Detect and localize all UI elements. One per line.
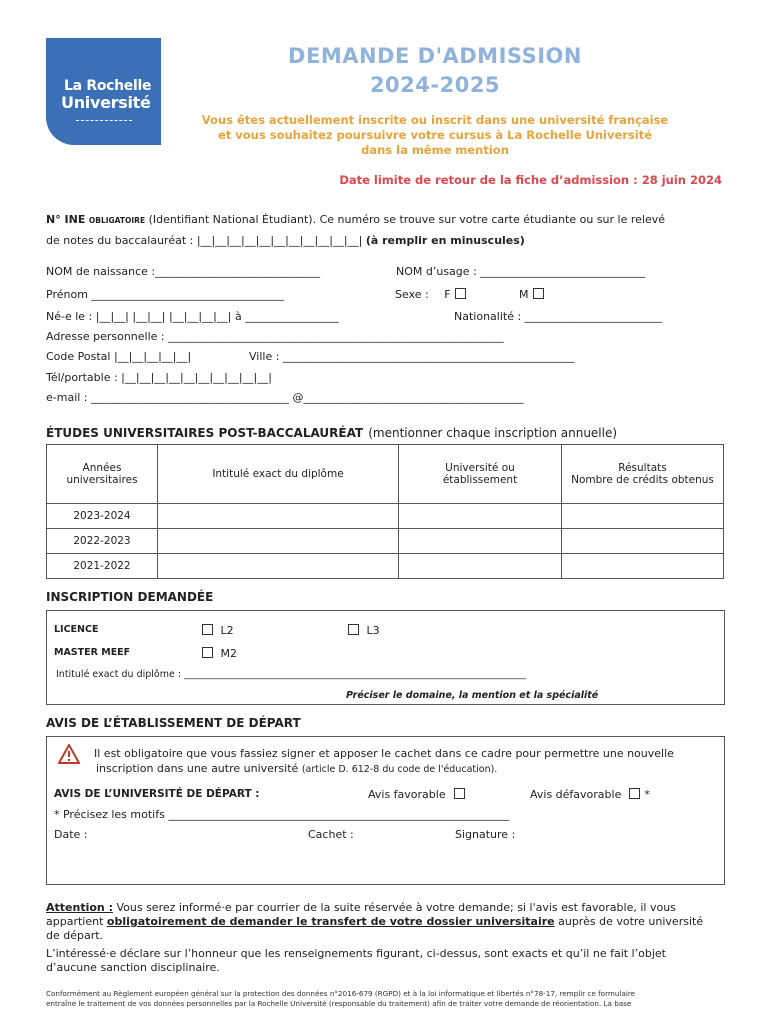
l2-label: L2 [220,624,234,637]
resultats-cell[interactable] [562,504,724,529]
defavorable-star: * [644,788,650,801]
subtitle-line3: dans la même mention [361,143,509,157]
licence-label: LICENCE [54,624,99,635]
m2-option[interactable] [198,647,237,660]
year-cell: 2022-2023 [47,529,158,554]
sexe-m-checkbox[interactable] [533,288,544,299]
intitule-cell[interactable] [158,554,399,579]
sexe-label: Sexe : [395,288,429,301]
ine-line2[interactable] [46,234,525,247]
table-row [47,554,724,579]
etudes-note: (mentionner chaque inscription annuelle) [368,426,618,440]
avis-title: AVIS DE L’ÉTABLISSEMENT DE DÉPART [46,716,301,730]
warning-article: (article D. 612-8 du code de l'éducation). [301,764,498,775]
cp-field[interactable]: Code Postal |__|__|__|__|__| [46,350,192,363]
col-intitule: Intitulé exact du diplôme [158,445,399,504]
favorable-label: Avis favorable [368,788,446,801]
l3-option[interactable] [344,624,380,637]
inscription-title: INSCRIPTION DEMANDÉE [46,590,214,604]
motifs-field[interactable]: * Précisez les motifs ______________________________________________________________ [54,808,510,821]
sexe-m-label: M [519,288,529,301]
l2-option[interactable] [198,624,234,637]
attention-line1 [46,901,676,914]
subtitle-line2: et vous souhaitez poursuivre votre cursus à La Rochelle Université [217,128,653,142]
m2-label: M2 [220,647,237,660]
master-label: MASTER MEEF [54,647,131,658]
adresse-field[interactable]: Adresse personnelle : _____________________________________________________________ [46,330,504,343]
sexe-f-checkbox[interactable] [455,288,466,299]
sexe-group [395,288,548,301]
univ-cell[interactable] [399,554,562,579]
l2-checkbox[interactable] [202,624,213,635]
univ-cell[interactable] [399,529,562,554]
attention-text2a: appartient [46,915,104,928]
table-row [47,529,724,554]
intitule-cell[interactable] [158,529,399,554]
year-cell: 2023-2024 [47,504,158,529]
cachet-label: Cachet : [308,828,354,841]
warning-line2 [96,762,497,775]
attention-label: Attention : [46,901,113,914]
naissance-field[interactable]: Né-e le : |__|__| |__|__| |__|__|__|__| à _________________ [46,310,339,323]
avis-univ-label: AVIS DE L’UNIVERSITÉ DE DÉPART : [54,788,260,800]
attention-emphasis: obligatoirement de demander le transfert de votre dossier universitaire [106,915,555,928]
warning-icon [58,744,80,764]
col-resultats-1: Résultats [618,462,667,474]
deadline: Date limite de retour de la fiche d’admission : 28 juin 2024 [339,173,722,187]
tel-field[interactable]: Tél/portable : |__|__|__|__|__|__|__|__|__|__| [46,371,272,384]
nom-field[interactable]: NOM de naissance :______________________________ [46,265,321,278]
defavorable-label: Avis défavorable [530,788,622,801]
page-title: DEMANDE D'ADMISSION [288,44,582,68]
favorable-checkbox[interactable] [454,788,465,799]
year-cell: 2021-2022 [47,554,158,579]
ine-label: N° INE [46,213,86,226]
table-row [47,504,724,529]
ine-note: (à remplir en minuscules) [365,234,525,247]
attention-text1: Vous serez informé·e par courrier de la suite réservée à votre demande; si l'avis est favorable, il vous [116,901,676,914]
ville-field[interactable]: Ville : _____________________________________________________ [249,350,575,363]
sexe-f-label: F [444,288,451,301]
univ-cell[interactable] [399,504,562,529]
intitule-diplome-field[interactable]: Intitulé exact du diplôme : ________________________________________________________________________ [56,669,527,680]
l3-label: L3 [366,624,380,637]
etudes-title-row [46,422,617,441]
date-label: Date : [54,828,88,841]
col-annees-1: Années [82,462,122,474]
m2-checkbox[interactable] [202,647,213,658]
nationalite-field[interactable]: Nationalité : _________________________ [454,310,663,323]
col-resultats-2: Nombre de crédits obtenus [571,474,714,486]
usage-field[interactable]: NOM d’usage : ______________________________ [396,265,646,278]
warning-text: inscription dans une autre université [96,762,299,775]
warning-line1: Il est obligatoire que vous fassiez signer et apposer le cachet dans ce cadre pour permettre une nouvelle [94,747,674,760]
avis-favorable-option[interactable] [368,788,469,801]
resultats-cell[interactable] [562,554,724,579]
attention-text2c: auprès de votre université [558,915,704,928]
rgpd-line2: entraîne le traitement de vos données personnelles par la Rochelle Université (responsable du traitement) afin de traiter votre demande de réorientation. La base [46,999,632,1008]
intitule-cell[interactable] [158,504,399,529]
rgpd-line1: Conformément au Règlement européen général sur la protection des données n°2016-679 (RGPD) et à la loi informatique et libertés n°78-17, remplir ce formulaire [46,989,636,998]
col-annees-2: universitaires [66,474,138,486]
preciser-note: Préciser le domaine, la mention et la spécialité [346,690,599,701]
logo-line1: La Rochelle [64,78,152,94]
etudes-title: ÉTUDES UNIVERSITAIRES POST-BACCALAURÉAT [46,426,364,440]
l3-checkbox[interactable] [348,624,359,635]
logo-bar [76,120,132,121]
ine-text1: (Identifiant National Étudiant). Ce numéro se trouve sur votre carte étudiante ou sur le relevé [148,213,666,226]
col-univ-1: Université ou [445,462,515,474]
logo-line2: Université [61,93,151,112]
subtitle-line1: Vous êtes actuellement inscrite ou inscrit dans une université française [201,113,669,127]
university-logo [46,38,161,145]
declaration-line2: d’aucune sanction disciplinaire. [46,961,220,974]
attention-line3: de départ. [46,929,104,942]
ine-line1 [46,213,665,226]
ine-oblig: OBLIGATOIRE [88,216,146,225]
prenom-field[interactable]: Prénom ___________________________________ [46,288,284,301]
signature-label: Signature : [455,828,516,841]
defavorable-checkbox[interactable] [629,788,640,799]
page-year: 2024-2025 [369,73,501,97]
avis-defavorable-option[interactable] [530,788,650,801]
resultats-cell[interactable] [562,529,724,554]
attention-line2 [46,915,703,928]
col-univ-2: établissement [442,474,518,486]
etudes-table [46,444,724,579]
email-field[interactable]: e-mail : ____________________________________ @________________________________________ [46,391,524,404]
declaration-line1: L’intéressé·e déclare sur l’honneur que les renseignements figurant, ci-dessus, sont exacts et qu’il ne fait l’objet [46,947,666,960]
ine-field[interactable]: de notes du baccalauréat : |__|__|__|__|__|__|__|__|__|__|__| [46,234,363,247]
